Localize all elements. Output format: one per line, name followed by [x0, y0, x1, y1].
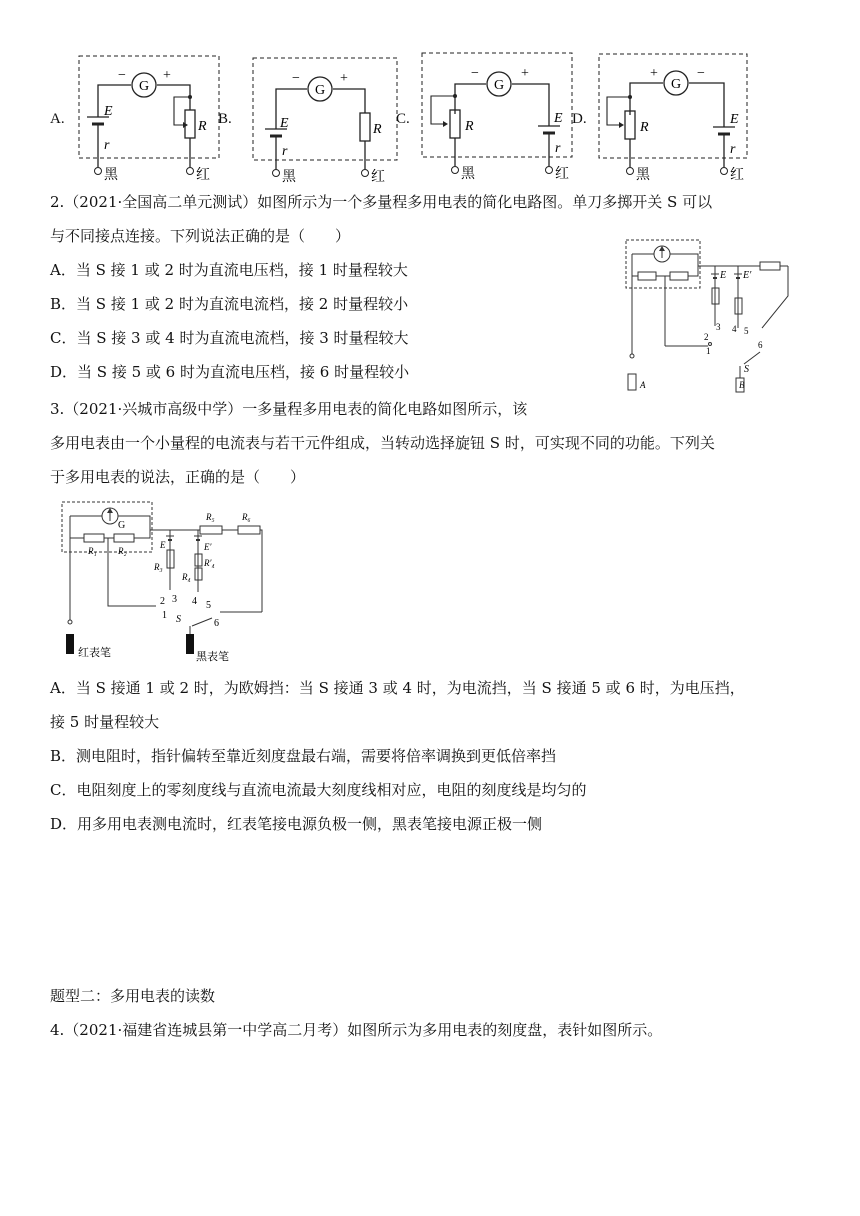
svg-text:红: 红 [555, 167, 569, 182]
option-a-label: A. [50, 111, 65, 127]
option-d-circuit [598, 53, 748, 187]
svg-text:黑: 黑 [104, 168, 118, 183]
svg-text:黑: 黑 [282, 170, 296, 185]
svg-text:红: 红 [371, 170, 385, 185]
svg-text:R₅: R₅ [206, 512, 215, 522]
svg-text:G: G [671, 77, 682, 92]
svg-text:2: 2 [160, 596, 165, 607]
svg-text:S: S [176, 614, 181, 625]
svg-text:R: R [373, 122, 382, 137]
q3-option-a-cont: 接 5 时量程较大 [50, 713, 160, 731]
svg-text:R′₄: R′₄ [204, 558, 215, 568]
q2-option-a: A．当 S 接 1 或 2 时为直流电压档，接 1 时量程较大 [50, 261, 408, 279]
svg-text:A: A [640, 380, 646, 390]
svg-text:R: R [198, 119, 207, 134]
svg-text:+: + [521, 66, 529, 81]
svg-text:黑: 黑 [636, 168, 650, 183]
svg-text:E: E [720, 270, 727, 281]
svg-text:1: 1 [162, 610, 167, 621]
svg-text:S: S [744, 364, 749, 375]
option-c-label: C. [396, 111, 410, 127]
q3-stem-line2: 多用电表由一个小量程的电流表与若干元件组成，当转动选择旋钮 S 时，可实现不同的功能。下列关 [50, 434, 715, 452]
svg-text:E: E [160, 540, 166, 550]
svg-text:−: − [471, 66, 479, 81]
q3-option-c: C．电阻刻度上的零刻度线与直流电流最大刻度线相对应，电阻的刻度线是均匀的 [50, 781, 587, 799]
svg-text:+: + [163, 68, 171, 83]
option-c-circuit [421, 52, 573, 186]
q3-stem-line1: 3.（2021·兴城市高级中学）一多量程多用电表的简化电路如图所示，该 [50, 400, 528, 418]
q2-option-c: C．当 S 接 3 或 4 时为直流电流档，接 3 时量程较大 [50, 329, 409, 347]
svg-text:−: − [118, 68, 126, 83]
svg-text:+: + [650, 66, 658, 81]
option-a-circuit [78, 55, 220, 187]
svg-text:r: r [555, 141, 561, 156]
svg-text:红表笔: 红表笔 [78, 647, 111, 659]
q3-circuit-figure [60, 500, 280, 664]
svg-text:R₄: R₄ [182, 572, 191, 582]
svg-text:4: 4 [732, 324, 737, 334]
option-b-label: B. [218, 111, 232, 127]
svg-text:R₁: R₁ [88, 546, 97, 556]
q3-option-b: B．测电阻时，指针偏转至靠近刻度盘最右端，需要将倍率调换到更低倍率挡 [50, 747, 557, 765]
svg-text:R: R [640, 120, 649, 135]
svg-text:R₃: R₃ [154, 562, 163, 572]
q2-circuit-figure [620, 236, 800, 400]
svg-text:−: − [292, 71, 300, 86]
q3-stem-line3: 于多用电表的说法，正确的是（ ） [50, 468, 306, 486]
svg-text:B: B [739, 380, 745, 390]
svg-text:红: 红 [730, 168, 744, 183]
svg-text:3: 3 [716, 322, 721, 332]
svg-text:红: 红 [196, 168, 210, 183]
q3-option-a: A．当 S 接通 1 或 2 时，为欧姆挡：当 S 接通 3 或 4 时，为电流挡，当 S 接通 5 或 6 时，为电压挡， [50, 679, 745, 697]
svg-text:E′: E′ [743, 270, 752, 281]
svg-text:G: G [494, 78, 505, 93]
svg-text:黑: 黑 [461, 167, 475, 182]
svg-text:E′: E′ [204, 542, 212, 552]
svg-text:3: 3 [172, 594, 177, 605]
svg-text:E: E [104, 104, 113, 119]
svg-text:E: E [730, 112, 739, 127]
svg-text:r: r [104, 138, 110, 153]
q2-option-b: B．当 S 接 1 或 2 时为直流电流档，接 2 时量程较小 [50, 295, 409, 313]
q4-stem: 4.（2021·福建省连城县第一中学高二月考）如图所示为多用电表的刻度盘，表针如图所示。 [50, 1021, 663, 1039]
svg-text:G: G [118, 520, 126, 531]
svg-text:r: r [730, 142, 736, 157]
svg-text:+: + [340, 71, 348, 86]
svg-text:5: 5 [744, 326, 749, 336]
svg-text:4: 4 [192, 596, 197, 607]
svg-text:2: 2 [704, 332, 709, 342]
svg-text:E: E [554, 111, 563, 126]
svg-text:黑表笔: 黑表笔 [196, 651, 229, 663]
svg-text:R₆: R₆ [242, 512, 251, 522]
svg-text:G: G [139, 79, 150, 94]
option-d-label: D. [572, 111, 587, 127]
section-heading: 题型二：多用电表的读数 [50, 987, 216, 1005]
q2-stem-line2: 与不同接点连接。下列说法正确的是（ ） [50, 227, 351, 245]
svg-text:r: r [282, 144, 288, 159]
svg-text:−: − [697, 66, 705, 81]
svg-text:5: 5 [206, 600, 211, 611]
q2-stem-line1: 2.（2021·全国高二单元测试）如图所示为一个多量程多用电表的简化电路图。单刀多掷开关 S 可以 [50, 193, 713, 211]
svg-text:R₂: R₂ [118, 546, 127, 556]
q3-option-d: D．用多用电表测电流时，红表笔接电源负极一侧，黑表笔接电源正极一侧 [50, 815, 543, 833]
svg-text:E: E [280, 116, 289, 131]
option-b-circuit [252, 57, 398, 189]
svg-text:6: 6 [758, 340, 763, 350]
svg-text:6: 6 [214, 618, 219, 629]
svg-text:R: R [465, 119, 474, 134]
svg-text:1: 1 [706, 346, 711, 356]
q2-option-d: D．当 S 接 5 或 6 时为直流电压档，接 6 时量程较小 [50, 363, 410, 381]
svg-text:G: G [315, 83, 326, 98]
